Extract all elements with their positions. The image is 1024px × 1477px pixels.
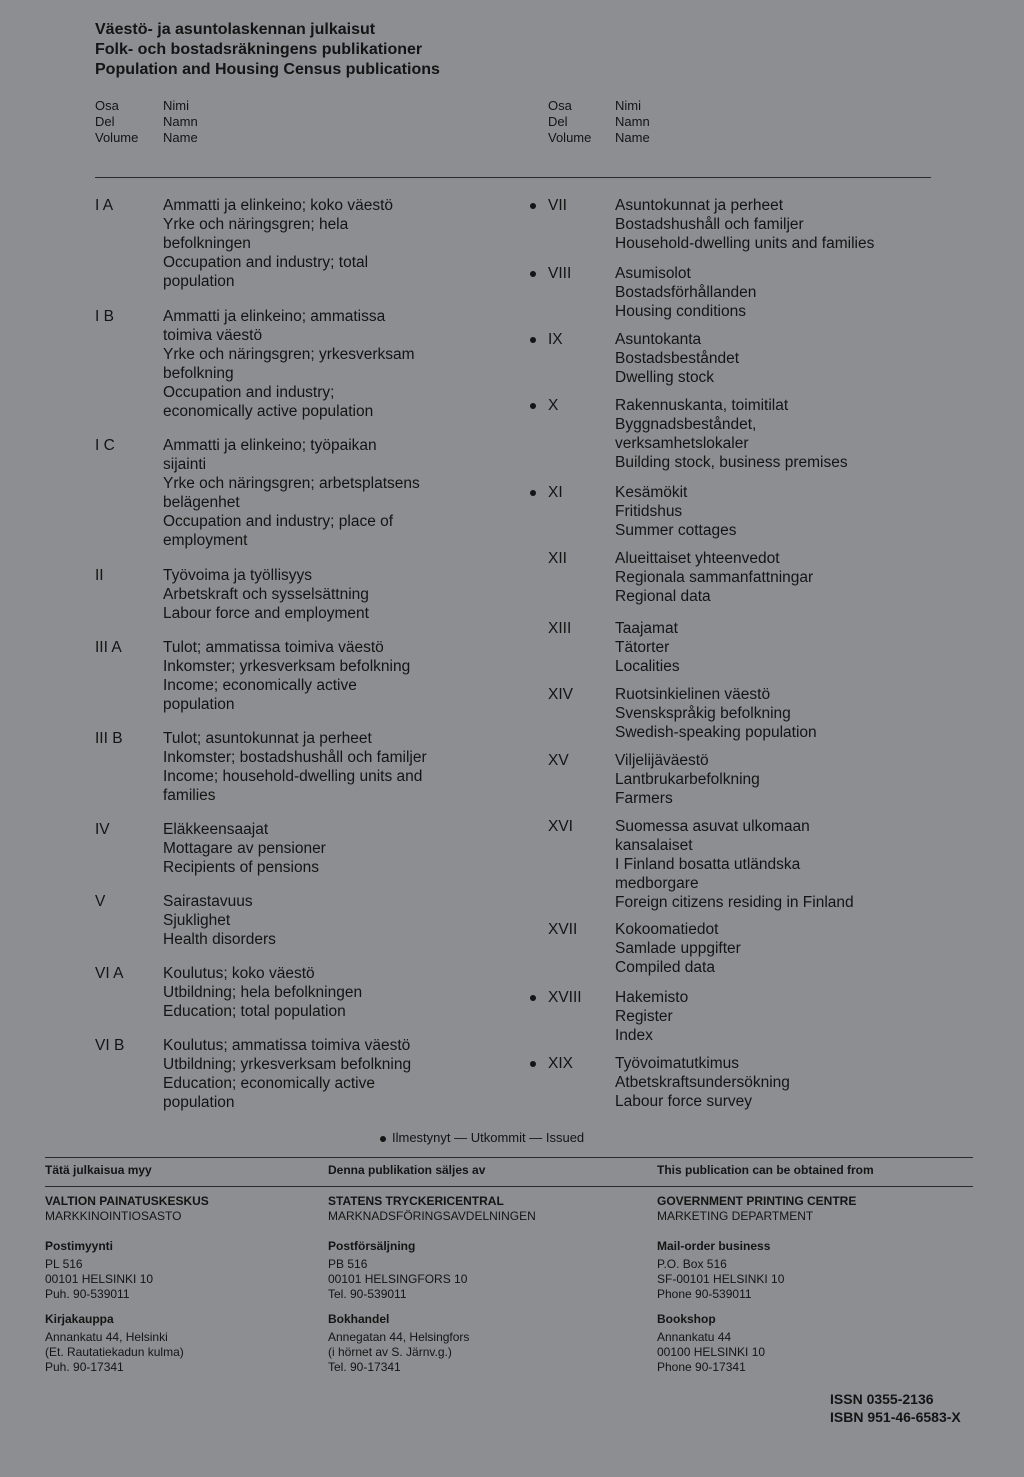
volume-title-line: toimiva väestö (163, 327, 263, 344)
column-header-volume-right (548, 98, 591, 146)
footer-dept: MARKKINOINTIOSASTO (45, 1209, 182, 1223)
footer-org: STATENS TRYCKERICENTRAL (328, 1194, 504, 1208)
volume-number: I A (95, 197, 114, 214)
volume-title-line: Compiled data (615, 959, 715, 976)
volume-title-line: medborgare (615, 875, 699, 892)
name-label-en: Name (615, 130, 650, 145)
volume-number: XII (548, 550, 567, 567)
footer-org: VALTION PAINATUSKESKUS (45, 1194, 209, 1208)
volume-label-en: Volume (95, 130, 139, 145)
volume-title-line: Arbetskraft och sysselsättning (163, 586, 369, 603)
volume-title-line: Localities (615, 658, 680, 675)
volume-title-line: Income; economically active (163, 677, 357, 694)
volume-title-line: Tulot; asuntokunnat ja perheet (163, 730, 372, 747)
footer-mail-line: PL 516 (45, 1257, 83, 1271)
footer-mail-line: Phone 90-539011 (657, 1287, 752, 1301)
footer-dept: MARKNADSFÖRINGSAVDELNINGEN (328, 1209, 536, 1223)
header-divider (95, 177, 931, 178)
volume-title-line: Hakemisto (615, 989, 689, 1006)
volume-number: VI A (95, 965, 124, 982)
volume-title-line: Labour force survey (615, 1093, 752, 1110)
issued-bullet-icon (530, 490, 536, 496)
volume-title-line: Tätorter (615, 639, 670, 656)
volume-number: VI B (95, 1037, 125, 1054)
volume-title-line: Yrke och näringsgren; hela (163, 216, 349, 233)
footer-heading: Denna publikation säljes av (328, 1163, 486, 1177)
volume-title-line: I Finland bosatta utländska (615, 856, 801, 873)
footer-mail-line: P.O. Box 516 (657, 1257, 727, 1271)
volume-title-line: Kesämökit (615, 484, 688, 501)
title-finnish: Väestö- ja asuntolaskennan julkaisut (95, 21, 376, 38)
column-header-name-left (163, 98, 198, 146)
volume-title-line: Bostadshushåll och familjer (615, 216, 804, 233)
volume-title-line: Sairastavuus (163, 893, 253, 910)
volume-title-line: Register (615, 1008, 673, 1025)
volume-title-line: Labour force and employment (163, 605, 369, 622)
footer-shop-line: Annankatu 44 (657, 1330, 732, 1344)
volume-title-line: Occupation and industry; total (163, 254, 369, 271)
volume-title-line: Inkomster; bostadshushåll och familjer (163, 749, 427, 766)
volume-title-line: Summer cottages (615, 522, 737, 539)
volume-title-line: Health disorders (163, 931, 276, 948)
volume-title-line: Utbildning; hela befolkningen (163, 984, 363, 1001)
footer-shop-line: Annegatan 44, Helsingfors (328, 1330, 470, 1344)
footer-shop-line: Puh. 90-17341 (45, 1360, 124, 1374)
volume-title-line: Lantbrukarbefolkning (615, 771, 760, 788)
page-header (95, 20, 440, 80)
volume-number: XVIII (548, 989, 582, 1006)
issued-bullet-icon (530, 995, 536, 1001)
footer-mail-line: Tel. 90-539011 (328, 1287, 407, 1301)
volume-title-line: Ruotsinkielinen väestö (615, 686, 771, 703)
volume-title-line: Svenskspråkig befolkning (615, 705, 791, 722)
volume-title-line: Sjuklighet (163, 912, 231, 929)
volume-title-line: Building stock, business premises (615, 454, 848, 471)
volume-number: III B (95, 730, 123, 747)
volume-number: XV (548, 752, 569, 769)
footer-column-english (657, 1163, 957, 1375)
volume-title-line: Regionala sammanfattningar (615, 569, 814, 586)
volume-title-line: population (163, 273, 235, 290)
volume-title-line: Ammatti ja elinkeino; ammatissa (163, 308, 386, 325)
volume-title-line: Occupation and industry; place of (163, 513, 394, 530)
volume-title-line: Education; total population (163, 1003, 346, 1020)
volume-title-line: Atbetskraftsundersökning (615, 1074, 790, 1091)
volume-title-line: Mottagare av pensioner (163, 840, 326, 857)
volume-title-line: families (163, 787, 216, 804)
footer-mail-title: Postförsäljning (328, 1239, 416, 1253)
volume-title-line: Utbildning; yrkesverksam befolkning (163, 1056, 412, 1073)
volume-title-line: economically active population (163, 403, 374, 420)
volume-title-line: Samlade uppgifter (615, 940, 741, 957)
footer-org: GOVERNMENT PRINTING CENTRE (657, 1194, 857, 1208)
footer-mail-title: Postimyynti (45, 1239, 114, 1253)
volume-title-line: Farmers (615, 790, 673, 807)
footer-mail-line: PB 516 (328, 1257, 368, 1271)
name-label-en: Name (163, 130, 198, 145)
footer-shop-title: Bokhandel (328, 1312, 390, 1326)
volume-label-en: Volume (548, 130, 592, 145)
volume-title-line: Yrke och näringsgren; yrkesverksam (163, 346, 415, 363)
volume-title-line: Education; economically active (163, 1075, 375, 1092)
title-english: Population and Housing Census publications (95, 61, 440, 78)
volume-title-line: Index (615, 1027, 653, 1044)
volume-title-line: employment (163, 532, 248, 549)
volume-title-line: kansalaiset (615, 837, 693, 854)
volume-title-line: Yrke och näringsgren; arbetsplatsens (163, 475, 420, 492)
volume-title-line: belägenhet (163, 494, 240, 511)
volume-number: XI (548, 484, 563, 501)
volume-title-line: Koulutus; koko väestö (163, 965, 315, 982)
footer-shop-line: Tel. 90-17341 (328, 1360, 401, 1374)
issued-bullet-icon (530, 337, 536, 343)
volume-title-line: Asumisolot (615, 265, 691, 282)
volume-title-line: Ammatti ja elinkeino; koko väestö (163, 197, 394, 214)
volume-number: XVII (548, 921, 578, 938)
volume-title-line: Housing conditions (615, 303, 746, 320)
volume-number: XIV (548, 686, 573, 703)
isbn-number: ISBN 951-46-6583-X (830, 1409, 961, 1425)
column-header-volume-left (95, 98, 138, 146)
volume-title-line: population (163, 1094, 235, 1111)
volume-title-line: Alueittaiset yhteenvedot (615, 550, 780, 567)
volume-title-line: sijainti (163, 456, 207, 473)
footer-mail-line: 00101 HELSINGFORS 10 (328, 1272, 468, 1286)
volume-title-line: verksamhetslokaler (615, 435, 749, 452)
footer-mail-line: Puh. 90-539011 (45, 1287, 130, 1301)
volume-number: I C (95, 437, 115, 454)
volume-number: V (95, 893, 106, 910)
footer-shop-line: (Et. Rautatiekadun kulma) (45, 1345, 184, 1359)
footer-shop-line: Phone 90-17341 (657, 1360, 746, 1374)
volume-title-line: Asuntokunnat ja perheet (615, 197, 784, 214)
volume-title-line: Tulot; ammatissa toimiva väestö (163, 639, 384, 656)
issued-bullet-icon (530, 403, 536, 409)
volume-number: XIII (548, 620, 572, 637)
volume-number: II (95, 567, 104, 584)
volume-title-line: population (163, 696, 235, 713)
volume-number: I B (95, 308, 114, 325)
volume-title-line: Rakennuskanta, toimitilat (615, 397, 789, 414)
volume-title-line: Bostadsförhållanden (615, 284, 757, 301)
name-label-fi: Nimi (163, 98, 189, 113)
volume-title-line: Fritidshus (615, 503, 683, 520)
volume-title-line: Inkomster; yrkesverksam befolkning (163, 658, 411, 675)
name-label-sv: Namn (615, 114, 650, 129)
volume-title-line: Eläkkeensaajat (163, 821, 269, 838)
footer-column-swedish (328, 1163, 628, 1375)
footer-mail-line: SF-00101 HELSINKI 10 (657, 1272, 785, 1286)
footer-column-finnish (45, 1163, 345, 1375)
footer-shop-line: 00100 HELSINKI 10 (657, 1345, 766, 1359)
volume-title-line: Swedish-speaking population (615, 724, 817, 741)
volume-title-line: Foreign citizens residing in Finland (615, 894, 854, 911)
volume-title-line: Kokoomatiedot (615, 921, 719, 938)
volume-title-line: Byggnadsbeståndet, (615, 416, 757, 433)
volume-label-sv: Del (548, 114, 568, 129)
volume-title-line: Dwelling stock (615, 369, 715, 386)
footer-shop-title: Bookshop (657, 1312, 716, 1326)
volume-number: XVI (548, 818, 573, 835)
volume-number: X (548, 397, 559, 414)
volume-title-line: befolkning (163, 365, 234, 382)
legend-text: Ilmestynyt — Utkommit — Issued (392, 1130, 585, 1145)
issued-bullet-icon (530, 271, 536, 277)
volume-number: XIX (548, 1055, 573, 1072)
footer-heading: Tätä julkaisua myy (45, 1163, 152, 1177)
volume-number: VII (548, 197, 567, 214)
volume-number: III A (95, 639, 122, 656)
footer-mail-line: 00101 HELSINKI 10 (45, 1272, 154, 1286)
footer-heading: This publication can be obtained from (657, 1163, 874, 1177)
volume-title-line: Ammatti ja elinkeino; työpaikan (163, 437, 377, 454)
footer-shop-line: (i hörnet av S. Järnv.g.) (328, 1345, 452, 1359)
volume-title-line: Recipients of pensions (163, 859, 319, 876)
name-label-sv: Namn (163, 114, 198, 129)
issued-legend (380, 1130, 584, 1145)
footer-divider-top (45, 1157, 973, 1158)
volume-label-sv: Del (95, 114, 115, 129)
volume-number: VIII (548, 265, 572, 282)
identifier-block (830, 1390, 961, 1426)
volume-title-line: Asuntokanta (615, 331, 702, 348)
name-label-fi: Nimi (615, 98, 641, 113)
volume-title-line: Koulutus; ammatissa toimiva väestö (163, 1037, 411, 1054)
volume-title-line: befolkningen (163, 235, 251, 252)
footer-shop-line: Annankatu 44, Helsinki (45, 1330, 168, 1344)
issued-bullet-icon (380, 1136, 386, 1142)
issued-bullet-icon (530, 1061, 536, 1067)
footer-mail-title: Mail-order business (657, 1239, 771, 1253)
volume-title-line: Household-dwelling units and families (615, 235, 875, 252)
volume-title-line: Taajamat (615, 620, 678, 637)
volume-number: IX (548, 331, 563, 348)
title-swedish: Folk- och bostadsräkningens publikationer (95, 41, 423, 58)
issued-bullet-icon (530, 203, 536, 209)
volume-label-fi: Osa (95, 98, 119, 113)
issn-number: ISSN 0355-2136 (830, 1391, 934, 1407)
column-header-name-right (615, 98, 650, 146)
volume-title-line: Regional data (615, 588, 711, 605)
volume-title-line: Bostadsbeståndet (615, 350, 740, 367)
footer-dept: MARKETING DEPARTMENT (657, 1209, 814, 1223)
volume-title-line: Viljelijäväestö (615, 752, 709, 769)
footer-shop-title: Kirjakauppa (45, 1312, 114, 1326)
volume-title-line: Suomessa asuvat ulkomaan (615, 818, 810, 835)
volume-title-line: Occupation and industry; (163, 384, 335, 401)
volume-number: IV (95, 821, 110, 838)
volume-title-line: Työvoima ja työllisyys (163, 567, 313, 584)
volume-title-line: Työvoimatutkimus (615, 1055, 740, 1072)
volume-label-fi: Osa (548, 98, 572, 113)
volume-title-line: Income; household-dwelling units and (163, 768, 423, 785)
